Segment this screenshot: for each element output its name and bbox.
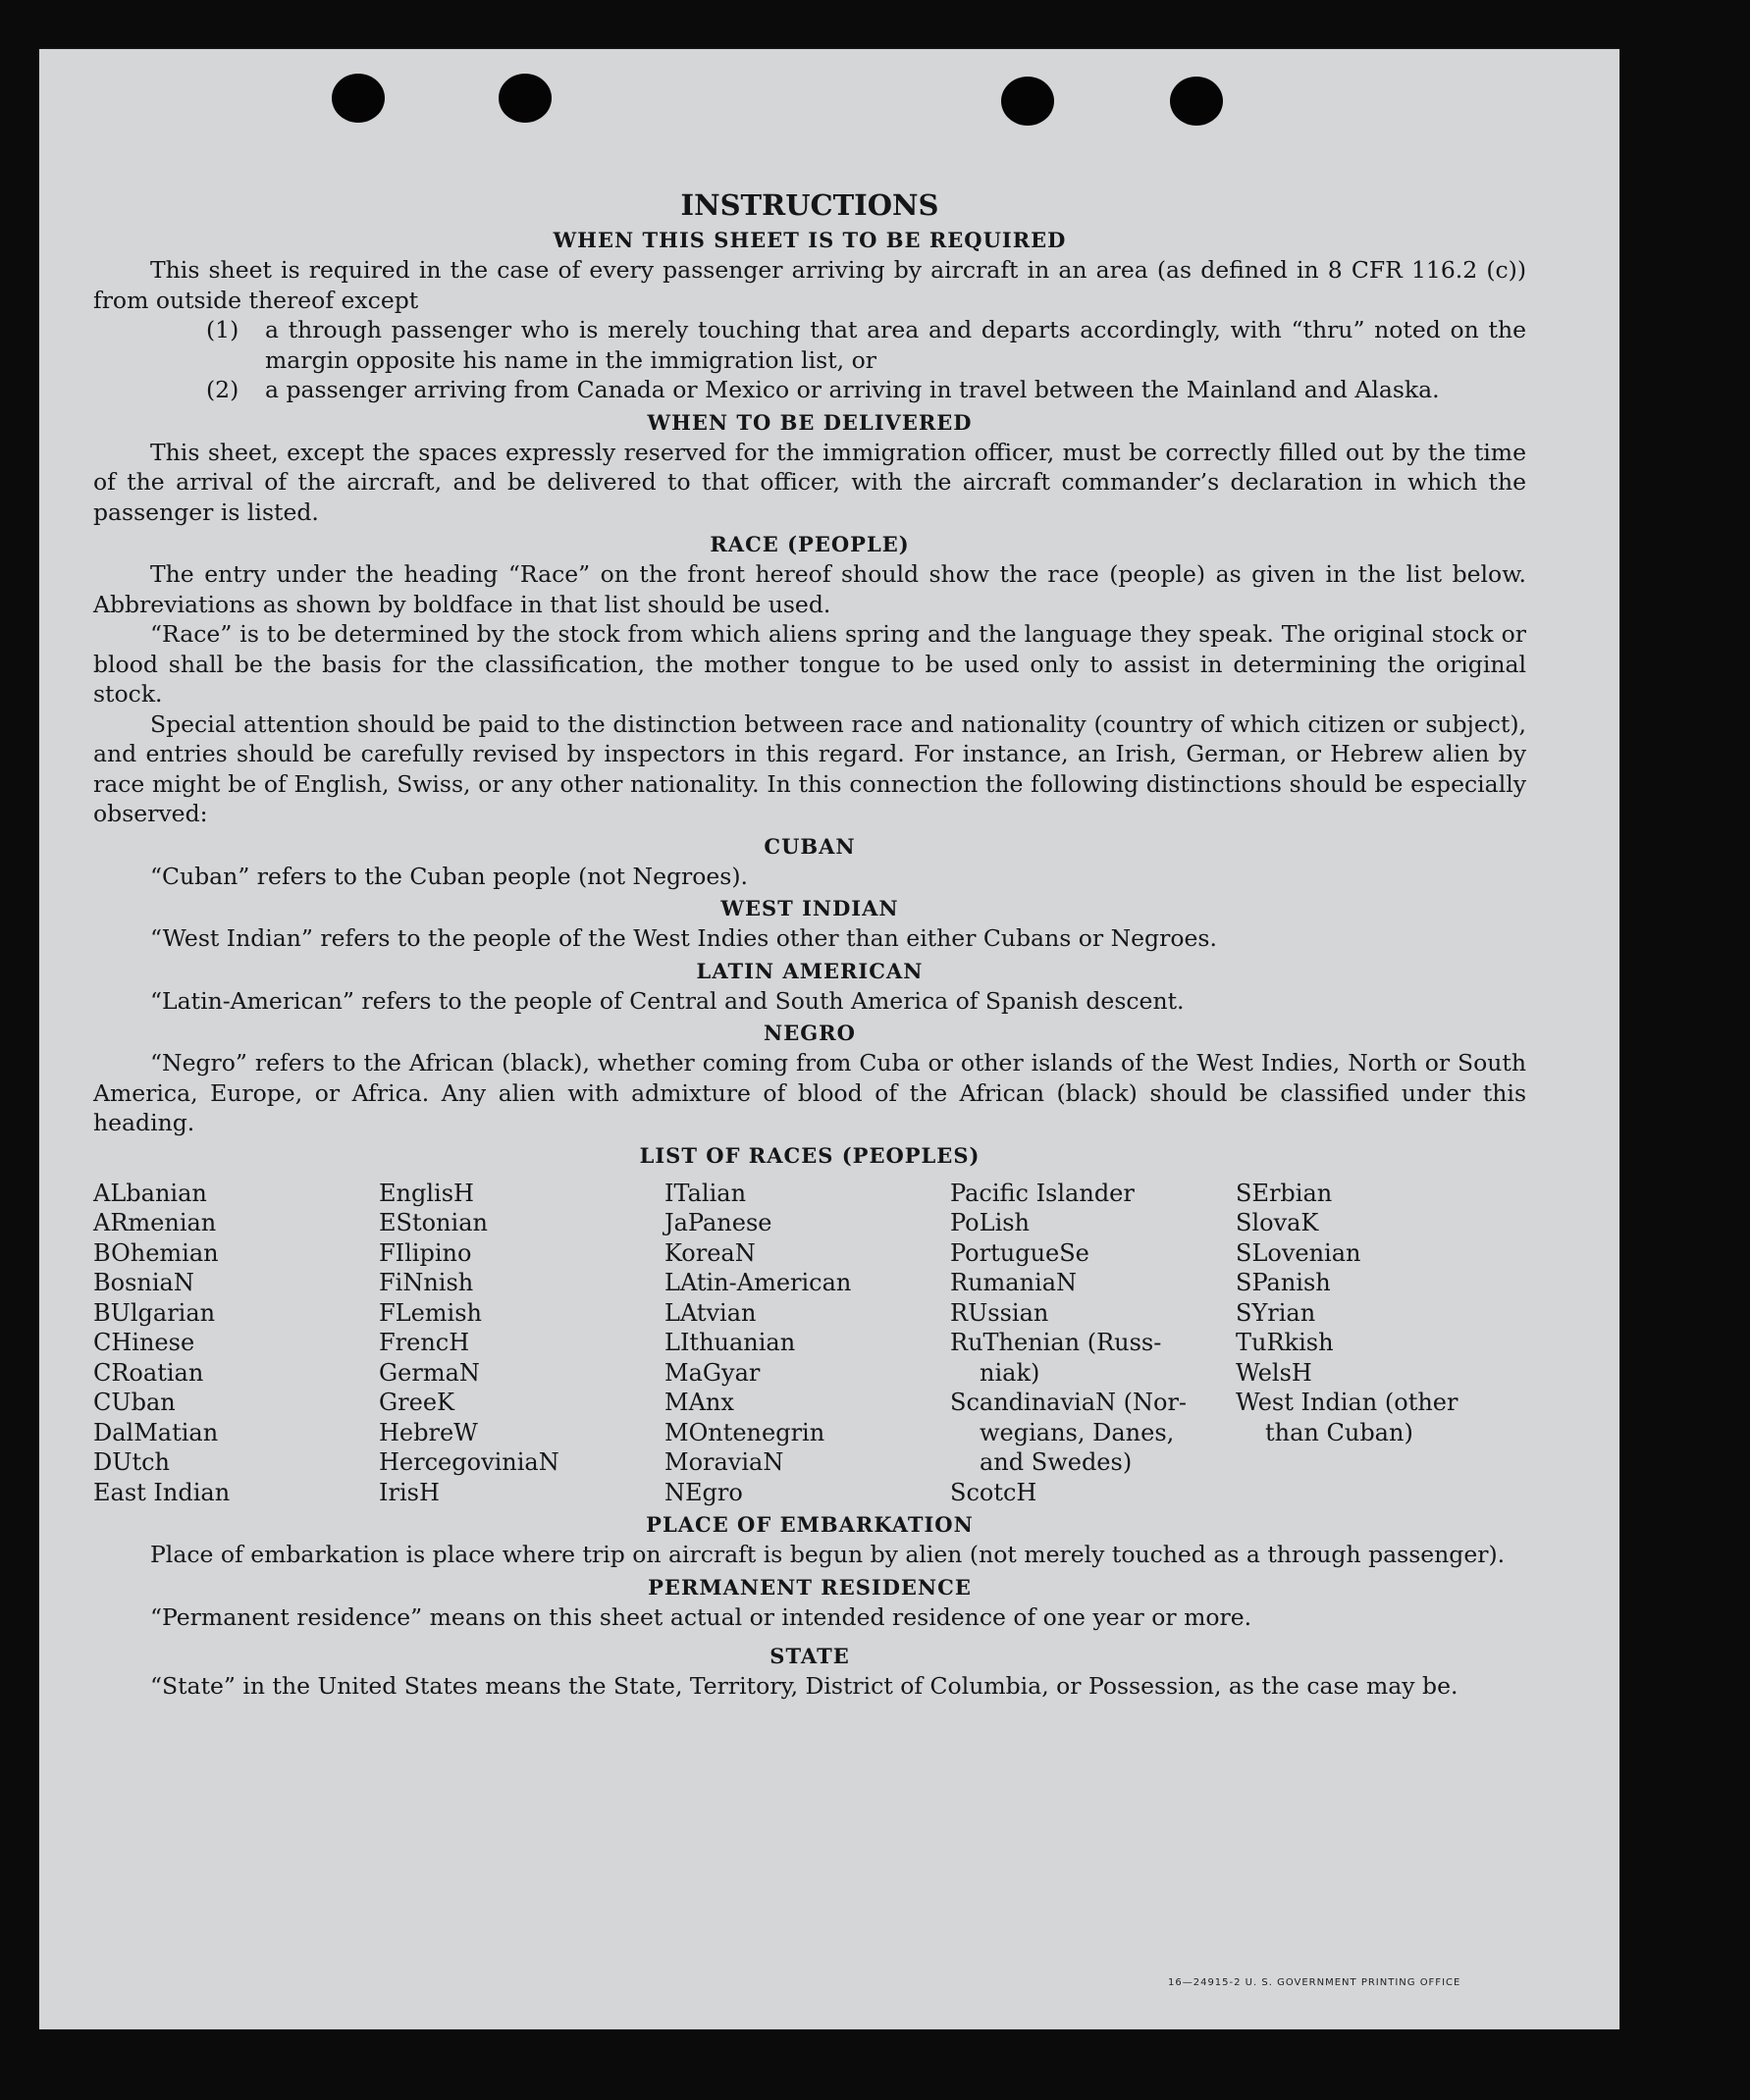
race-entry: Pacific Islander bbox=[950, 1179, 1135, 1207]
race-entry: SlovaK bbox=[1236, 1209, 1319, 1236]
paragraph-negro: “Negro” refers to the African (black), whether coming from Cuba or other islands of the West Indies, North or South America, Europe, or Africa. Any alien with admixture of blood of the African (black) should be classified under this heading. bbox=[93, 1049, 1526, 1136]
heading-west-indian: WEST INDIAN bbox=[720, 896, 899, 920]
list-item bbox=[206, 375, 1526, 405]
race-entry: JaPanese bbox=[664, 1209, 772, 1236]
race-entry: niak) bbox=[980, 1358, 1040, 1387]
instructions-content bbox=[93, 182, 1526, 1702]
paragraph-state: “State” in the United States means the State, Territory, District of Columbia, or Possession, as the case may be. bbox=[150, 1672, 1458, 1700]
race-entry: ScotcH bbox=[950, 1478, 1037, 1506]
page-title: INSTRUCTIONS bbox=[680, 188, 939, 222]
race-entry: CRoatian bbox=[93, 1358, 204, 1387]
heading-race: RACE (PEOPLE) bbox=[710, 532, 910, 556]
race-entry: FIlipino bbox=[379, 1238, 472, 1267]
race-entry: ScandinaviaN (Nor- bbox=[950, 1389, 1188, 1416]
paragraph-embarkation: Place of embarkation is place where trip on aircraft is begun by alien (not merely touched as a through passenger). bbox=[150, 1541, 1506, 1568]
printing-office-note: 16—24915-2 U. S. GOVERNMENT PRINTING OFFICE bbox=[1168, 1977, 1461, 1988]
race-entry: ALbanian bbox=[93, 1179, 207, 1207]
race-entry: HebreW bbox=[379, 1418, 478, 1446]
race-entry: SYrian bbox=[1236, 1298, 1316, 1327]
heading-state: STATE bbox=[769, 1644, 850, 1668]
race-entry: SPanish bbox=[1236, 1269, 1331, 1296]
paragraph-race-3: Special attention should be paid to the distinction between race and nationality (country of which citizen or subject), and entries should be carefully revised by inspectors in this regard. For instance, an Irish, German, or Hebrew alien by race might be of English, Swiss, or any other nationality. In this connection the following distinctions should be especially observed: bbox=[93, 709, 1526, 827]
races-column bbox=[379, 1179, 664, 1508]
race-entry: ITalian bbox=[664, 1179, 747, 1207]
race-entry: MaGyar bbox=[664, 1358, 761, 1387]
races-column bbox=[664, 1179, 950, 1508]
race-entry: MAnx bbox=[664, 1389, 734, 1416]
race-entry: MoraviaN bbox=[664, 1448, 784, 1476]
race-entry: HercegoviniaN bbox=[379, 1448, 559, 1476]
paragraph-permanent-residence: “Permanent residence” means on this sheet actual or intended residence of one year or more. bbox=[150, 1602, 1252, 1631]
race-entry: LAtin-American bbox=[664, 1269, 852, 1296]
race-entry: LIthuanian bbox=[664, 1329, 796, 1356]
paragraph-west-indian: “West Indian” refers to the people of the West Indies other than either Cubans or Negroes. bbox=[150, 924, 1217, 952]
document-page bbox=[39, 49, 1619, 2029]
race-entry: RumaniaN bbox=[950, 1269, 1078, 1296]
race-entry: CHinese bbox=[93, 1329, 195, 1356]
paragraph-latin-american: “Latin-American” refers to the people of Central and South America of Spanish descent. bbox=[150, 986, 1185, 1015]
race-entry: DUtch bbox=[93, 1448, 171, 1476]
race-entry: EnglisH bbox=[379, 1179, 474, 1207]
race-entry: SErbian bbox=[1236, 1179, 1333, 1207]
races-column bbox=[950, 1179, 1236, 1508]
heading-permanent-residence: PERMANENT RESIDENCE bbox=[648, 1574, 972, 1600]
item-text: a passenger arriving from Canada or Mexico or arriving in travel between the Mainland and Alaska. bbox=[265, 376, 1440, 403]
heading-cuban: CUBAN bbox=[764, 833, 856, 859]
paragraph-race-2: “Race” is to be determined by the stock from which aliens spring and the language they speak. The original stock or blood shall be the basis for the classification, the mother tongue to be used only to assist in determining the original stock. bbox=[93, 620, 1526, 708]
paragraph-race-1: The entry under the heading “Race” on the front hereof should show the race (people) as given in the list below. Abbreviations as shown by boldface in that list should be used. bbox=[93, 560, 1526, 618]
paragraph-when-delivered: This sheet, except the spaces expressly reserved for the immigration officer, must be correctly filled out by the time of the arrival of the aircraft, and be delivered to that officer, with the aircraft commander’s declaration in which the passenger is listed. bbox=[93, 438, 1526, 526]
race-entry: RUssian bbox=[950, 1298, 1049, 1327]
race-entry: IrisH bbox=[379, 1478, 440, 1506]
punch-hole bbox=[332, 74, 385, 123]
race-entry: ARmenian bbox=[93, 1209, 217, 1236]
item-number: (2) bbox=[206, 376, 239, 403]
race-entry: FrencH bbox=[379, 1329, 470, 1356]
punch-hole bbox=[1170, 77, 1223, 126]
race-entry: FiNnish bbox=[379, 1269, 474, 1296]
race-entry: CUban bbox=[93, 1389, 176, 1416]
heading-latin-american: LATIN AMERICAN bbox=[696, 958, 924, 983]
race-entry: GermaN bbox=[379, 1358, 480, 1387]
race-entry: NEgro bbox=[664, 1478, 743, 1506]
race-entry: KoreaN bbox=[664, 1238, 756, 1267]
race-entry: and Swedes) bbox=[980, 1448, 1133, 1476]
race-entry: SLovenian bbox=[1236, 1238, 1361, 1267]
race-entry: RuThenian (Russ- bbox=[950, 1329, 1162, 1356]
race-entry: than Cuban) bbox=[1265, 1418, 1413, 1446]
race-entry: West Indian (other bbox=[1236, 1389, 1458, 1416]
punch-hole bbox=[1001, 77, 1054, 126]
race-entry: BUlgarian bbox=[93, 1298, 216, 1327]
item-number: (1) bbox=[206, 316, 239, 343]
race-entry: BOhemian bbox=[93, 1238, 219, 1267]
races-column bbox=[1236, 1179, 1526, 1508]
heading-negro: NEGRO bbox=[764, 1021, 856, 1045]
heading-when-required: WHEN THIS SHEET IS TO BE REQUIRED bbox=[553, 228, 1067, 252]
race-entry: WelsH bbox=[1236, 1358, 1312, 1387]
race-entry: TuRkish bbox=[1236, 1329, 1334, 1356]
race-entry: PoLish bbox=[950, 1209, 1031, 1236]
paragraph-cuban: “Cuban” refers to the Cuban people (not Negroes). bbox=[150, 862, 749, 890]
race-entry: GreeK bbox=[379, 1389, 454, 1416]
heading-embarkation: PLACE OF EMBARKATION bbox=[646, 1512, 974, 1537]
race-entry: MOntenegrin bbox=[664, 1418, 825, 1446]
race-entry: wegians, Danes, bbox=[980, 1418, 1175, 1446]
heading-when-delivered: WHEN TO BE DELIVERED bbox=[647, 409, 973, 435]
races-column bbox=[93, 1179, 379, 1508]
race-entry: FLemish bbox=[379, 1298, 482, 1327]
race-entry: BosniaN bbox=[93, 1269, 194, 1296]
race-entry: EStonian bbox=[379, 1209, 488, 1236]
race-entry: PortugueSe bbox=[950, 1238, 1089, 1267]
race-entry: East Indian bbox=[93, 1478, 231, 1506]
list-item bbox=[206, 315, 1526, 375]
race-entry: LAtvian bbox=[664, 1298, 757, 1327]
punch-hole bbox=[499, 74, 552, 123]
paragraph-when-required: This sheet is required in the case of every passenger arriving by aircraft in an area (as defined in 8 CFR 116.2 (c)) from outside thereof except bbox=[93, 256, 1526, 314]
races-list bbox=[93, 1179, 1526, 1508]
race-entry: DalMatian bbox=[93, 1418, 219, 1446]
heading-list-of-races: LIST OF RACES (PEOPLES) bbox=[639, 1142, 981, 1168]
item-text: a through passenger who is merely touching that area and departs accordingly, with “thru” noted on the margin opposite his name in the immigration list, or bbox=[265, 316, 1526, 374]
